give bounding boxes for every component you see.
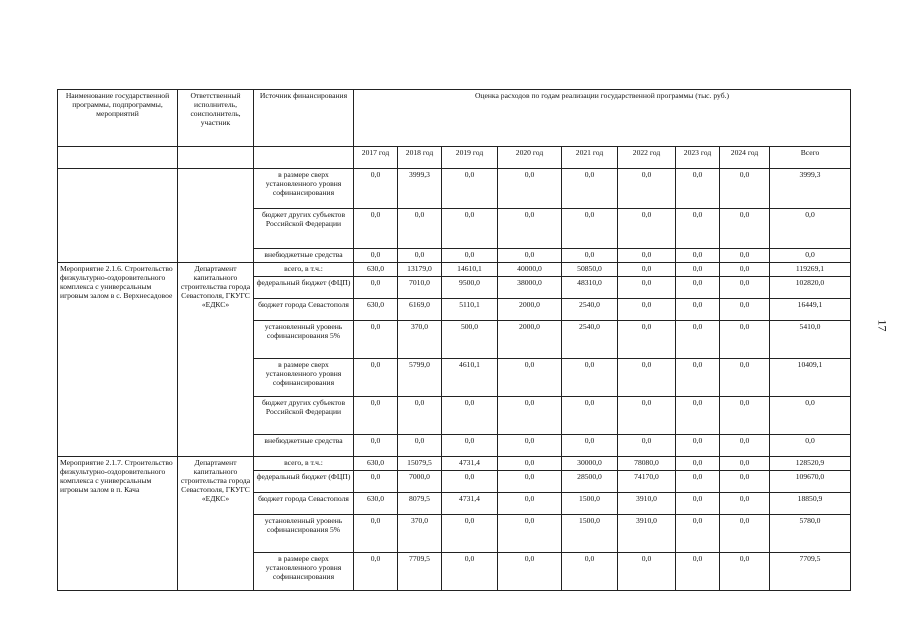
- value-cell: 7709,5: [398, 553, 442, 591]
- value-cell: 0,0: [354, 321, 398, 359]
- value-cell: 0,0: [618, 359, 676, 397]
- value-cell: 0,0: [354, 169, 398, 209]
- funding-source: в размере сверх установленного уровня софинансирования: [254, 359, 354, 397]
- value-cell: 5410,0: [770, 321, 851, 359]
- value-cell: 0,0: [720, 299, 770, 321]
- value-cell: 0,0: [720, 359, 770, 397]
- value-cell: 0,0: [618, 277, 676, 299]
- value-cell: 0,0: [676, 515, 720, 553]
- value-cell: 0,0: [354, 553, 398, 591]
- value-cell: 0,0: [562, 209, 618, 249]
- value-cell: 128520,9: [770, 457, 851, 471]
- value-cell: 0,0: [676, 263, 720, 277]
- value-cell: 0,0: [398, 397, 442, 435]
- table-row: [58, 169, 851, 209]
- value-cell: 119269,1: [770, 263, 851, 277]
- value-cell: 5110,1: [442, 299, 498, 321]
- value-cell: 0,0: [354, 397, 398, 435]
- value-cell: 0,0: [354, 249, 398, 263]
- activity-name: [58, 169, 178, 263]
- table-row: [58, 263, 851, 277]
- value-cell: 78080,0: [618, 457, 676, 471]
- value-cell: 630,0: [354, 493, 398, 515]
- funding-source: федеральный бюджет (ФЦП): [254, 277, 354, 299]
- value-cell: 6169,0: [398, 299, 442, 321]
- value-cell: 0,0: [676, 277, 720, 299]
- value-cell: 15079,5: [398, 457, 442, 471]
- value-cell: 4731,4: [442, 457, 498, 471]
- header-blank: [178, 147, 254, 169]
- value-cell: 38000,0: [498, 277, 562, 299]
- value-cell: 7000,0: [398, 471, 442, 493]
- value-cell: 500,0: [442, 321, 498, 359]
- value-cell: 0,0: [770, 435, 851, 457]
- header-source: Источник финансирования: [254, 90, 354, 147]
- value-cell: 0,0: [498, 359, 562, 397]
- value-cell: 370,0: [398, 321, 442, 359]
- value-cell: 0,0: [398, 249, 442, 263]
- header-responsible: Ответственный исполнитель, соисполнитель, участник: [178, 90, 254, 147]
- funding-source: в размере сверх установленного уровня софинансирования: [254, 553, 354, 591]
- value-cell: 0,0: [618, 321, 676, 359]
- year-header: 2018 год: [398, 147, 442, 169]
- value-cell: 30000,0: [562, 457, 618, 471]
- value-cell: 0,0: [770, 209, 851, 249]
- value-cell: 74170,0: [618, 471, 676, 493]
- activity-name: Мероприятие 2.1.6. Строительство физкультурно-оздоровительного комплекса с универсальным игровым залом в с. Верхнесадовое: [58, 263, 178, 457]
- value-cell: 0,0: [720, 321, 770, 359]
- funding-source: внебюджетные средства: [254, 435, 354, 457]
- value-cell: 0,0: [618, 397, 676, 435]
- value-cell: 102820,0: [770, 277, 851, 299]
- value-cell: 109670,0: [770, 471, 851, 493]
- funding-source: установленный уровень софинансирования 5%: [254, 515, 354, 553]
- value-cell: 0,0: [618, 263, 676, 277]
- value-cell: 0,0: [354, 515, 398, 553]
- value-cell: 0,0: [398, 435, 442, 457]
- value-cell: 0,0: [498, 553, 562, 591]
- value-cell: 4731,4: [442, 493, 498, 515]
- value-cell: 0,0: [720, 263, 770, 277]
- value-cell: 18850,9: [770, 493, 851, 515]
- value-cell: 28500,0: [562, 471, 618, 493]
- value-cell: 0,0: [676, 397, 720, 435]
- year-header: 2017 год: [354, 147, 398, 169]
- value-cell: 0,0: [498, 397, 562, 435]
- value-cell: 630,0: [354, 457, 398, 471]
- value-cell: 0,0: [720, 169, 770, 209]
- value-cell: 0,0: [676, 299, 720, 321]
- value-cell: 1500,0: [562, 515, 618, 553]
- value-cell: 0,0: [562, 435, 618, 457]
- value-cell: 0,0: [618, 553, 676, 591]
- value-cell: 5799,0: [398, 359, 442, 397]
- funding-source: бюджет города Севастополя: [254, 493, 354, 515]
- value-cell: 5780,0: [770, 515, 851, 553]
- year-header: 2019 год: [442, 147, 498, 169]
- value-cell: 0,0: [442, 553, 498, 591]
- year-header: 2022 год: [618, 147, 676, 169]
- value-cell: 0,0: [562, 359, 618, 397]
- value-cell: 0,0: [498, 457, 562, 471]
- value-cell: 0,0: [354, 359, 398, 397]
- value-cell: 0,0: [676, 321, 720, 359]
- value-cell: 16449,1: [770, 299, 851, 321]
- value-cell: 2540,0: [562, 321, 618, 359]
- value-cell: 50850,0: [562, 263, 618, 277]
- value-cell: 0,0: [676, 457, 720, 471]
- value-cell: 0,0: [562, 553, 618, 591]
- value-cell: 0,0: [398, 209, 442, 249]
- header-blank: [58, 147, 178, 169]
- funding-source: в размере сверх установленного уровня софинансирования: [254, 169, 354, 209]
- funding-source: всего, в т.ч.:: [254, 457, 354, 471]
- funding-source: бюджет других субъектов Российской Федерации: [254, 209, 354, 249]
- responsible-executor: [178, 169, 254, 263]
- responsible-executor: Департамент капитального строительства города Севастополя, ГКУГС «ЕДКС»: [178, 263, 254, 457]
- responsible-executor: Департамент капитального строительства города Севастополя, ГКУГС «ЕДКС»: [178, 457, 254, 591]
- value-cell: 0,0: [498, 515, 562, 553]
- value-cell: 0,0: [770, 249, 851, 263]
- value-cell: 0,0: [676, 359, 720, 397]
- value-cell: 0,0: [618, 169, 676, 209]
- value-cell: 14610,1: [442, 263, 498, 277]
- funding-source: установленный уровень софинансирования 5%: [254, 321, 354, 359]
- value-cell: 370,0: [398, 515, 442, 553]
- budget-table: [57, 89, 851, 591]
- value-cell: 0,0: [498, 471, 562, 493]
- value-cell: 0,0: [562, 249, 618, 263]
- value-cell: 630,0: [354, 263, 398, 277]
- funding-source: внебюджетные средства: [254, 249, 354, 263]
- value-cell: 1500,0: [562, 493, 618, 515]
- value-cell: 0,0: [720, 209, 770, 249]
- value-cell: 10409,1: [770, 359, 851, 397]
- value-cell: 0,0: [720, 493, 770, 515]
- value-cell: 0,0: [442, 169, 498, 209]
- value-cell: 13179,0: [398, 263, 442, 277]
- year-header: Всего: [770, 147, 851, 169]
- header-blank: [254, 147, 354, 169]
- value-cell: 7709,5: [770, 553, 851, 591]
- value-cell: 0,0: [562, 397, 618, 435]
- value-cell: 0,0: [498, 169, 562, 209]
- funding-source: всего, в т.ч.:: [254, 263, 354, 277]
- value-cell: 40000,0: [498, 263, 562, 277]
- value-cell: 2000,0: [498, 321, 562, 359]
- value-cell: 0,0: [618, 435, 676, 457]
- value-cell: 0,0: [676, 435, 720, 457]
- page-number: 17: [875, 319, 890, 332]
- value-cell: 0,0: [442, 435, 498, 457]
- value-cell: 0,0: [720, 457, 770, 471]
- header-estimate: Оценка расходов по годам реализации государственной программы (тыс. руб.): [354, 90, 851, 147]
- value-cell: 0,0: [442, 209, 498, 249]
- value-cell: 0,0: [618, 299, 676, 321]
- value-cell: 0,0: [442, 249, 498, 263]
- value-cell: 0,0: [498, 209, 562, 249]
- value-cell: 0,0: [354, 435, 398, 457]
- header-name: Наименование государственной программы, подпрограммы, мероприятий: [58, 90, 178, 147]
- value-cell: 0,0: [498, 249, 562, 263]
- value-cell: 0,0: [354, 471, 398, 493]
- value-cell: 0,0: [720, 553, 770, 591]
- value-cell: 7010,0: [398, 277, 442, 299]
- activity-name: Мероприятие 2.1.7. Строительство физкультурно-оздоровительного комплекса с универсальным игровым залом в п. Кача: [58, 457, 178, 591]
- value-cell: 0,0: [442, 515, 498, 553]
- value-cell: 0,0: [720, 277, 770, 299]
- value-cell: 0,0: [720, 249, 770, 263]
- year-header: 2020 год: [498, 147, 562, 169]
- value-cell: 3999,3: [770, 169, 851, 209]
- funding-source: федеральный бюджет (ФЦП): [254, 471, 354, 493]
- value-cell: 8079,5: [398, 493, 442, 515]
- value-cell: 2540,0: [562, 299, 618, 321]
- value-cell: 0,0: [676, 169, 720, 209]
- year-header: 2023 год: [676, 147, 720, 169]
- value-cell: 0,0: [676, 493, 720, 515]
- value-cell: 0,0: [618, 209, 676, 249]
- value-cell: 0,0: [720, 515, 770, 553]
- value-cell: 3999,3: [398, 169, 442, 209]
- table-row: [58, 457, 851, 471]
- value-cell: 0,0: [676, 553, 720, 591]
- value-cell: 0,0: [720, 471, 770, 493]
- value-cell: 0,0: [442, 471, 498, 493]
- value-cell: 0,0: [562, 169, 618, 209]
- value-cell: 9500,0: [442, 277, 498, 299]
- value-cell: 4610,1: [442, 359, 498, 397]
- value-cell: 0,0: [618, 249, 676, 263]
- year-header: 2021 год: [562, 147, 618, 169]
- year-header: 2024 год: [720, 147, 770, 169]
- funding-source: бюджет города Севастополя: [254, 299, 354, 321]
- value-cell: 0,0: [498, 493, 562, 515]
- funding-source: бюджет других субъектов Российской Федерации: [254, 397, 354, 435]
- value-cell: 0,0: [354, 277, 398, 299]
- value-cell: 0,0: [354, 209, 398, 249]
- value-cell: 0,0: [442, 397, 498, 435]
- value-cell: 3910,0: [618, 493, 676, 515]
- value-cell: 0,0: [720, 435, 770, 457]
- value-cell: 0,0: [770, 397, 851, 435]
- value-cell: 0,0: [498, 435, 562, 457]
- value-cell: 2000,0: [498, 299, 562, 321]
- value-cell: 0,0: [676, 249, 720, 263]
- value-cell: 0,0: [676, 471, 720, 493]
- value-cell: 0,0: [676, 209, 720, 249]
- value-cell: 3910,0: [618, 515, 676, 553]
- value-cell: 630,0: [354, 299, 398, 321]
- value-cell: 48310,0: [562, 277, 618, 299]
- value-cell: 0,0: [720, 397, 770, 435]
